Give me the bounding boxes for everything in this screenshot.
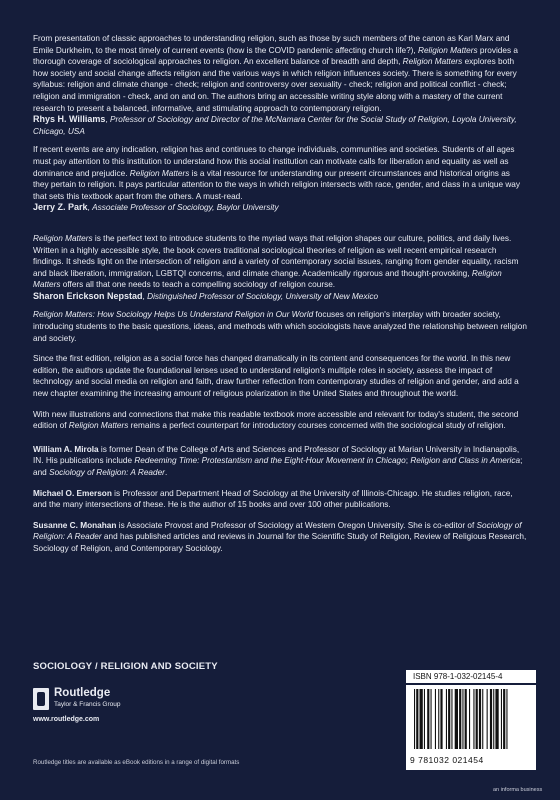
- author-bio: is Professor and Department Head of Sociology at the University of Illinois-Chicago. He studies religion, race, and the many intersections of these. He is the author of 15 books and over 100 other publications.: [33, 488, 513, 510]
- review-1-title: Professor of Sociology and Director of the McNamara Center for the Social Study of Religion, Loyola University, Chicago, USA: [33, 115, 517, 136]
- author-name: Susanne C. Monahan: [33, 520, 117, 530]
- review-1-attribution: Rhys H. Williams, Professor of Sociology and Director of the McNamara Center for the Social Study of Religion, Loyola University, Chicago, USA: [33, 114, 517, 136]
- author-bio-emerson: [33, 488, 527, 511]
- author-bio-mirola: William A. Mirola is former Dean of the College of Arts and Sciences and Professor of Sociology at Marian University in Indianapolis, IN. His publications include Redeeming Time: Protestantism and the Eight-Hour Movement in Chicago; Religion and Class in America; and Sociology of Religion: A Reader.: [33, 444, 523, 477]
- ebook-note: Routledge titles are available as eBook editions in a range of digital formats: [33, 759, 240, 766]
- barcode: [406, 685, 536, 770]
- subject-category: SOCIOLOGY / RELIGION AND SOCIETY: [33, 661, 218, 672]
- author-bio-monahan: Susanne C. Monahan is Associate Provost and Professor of Sociology at Western Oregon University. She is co-editor of Sociology of Religion: A Reader and has published articles and reviews in Journal for the Scientific Study of Religion, Review of Religious Research, Sociology of Religion, and Contemporary Sociology.: [33, 520, 527, 553]
- review-2-title: Associate Professor of Sociology, Baylor University: [92, 203, 279, 213]
- informa-tag: an informa business: [493, 787, 543, 793]
- author-name: William A. Mirola: [33, 444, 99, 454]
- review-3-title: Distinguished Professor of Sociology, University of New Mexico: [147, 291, 379, 301]
- author-name: Michael O. Emerson: [33, 488, 112, 498]
- barcode-number: 9 781032 021454: [410, 755, 484, 765]
- review-2-text: If recent events are any indication, religion has and continues to change individuals, communities and societies. Students of all ages must pay attention to this institution to understand how this social institution can motivate calls for liberation and equality as well as dominance and prejudice. Religion Matters is a vital resource for understanding our present circumstances and historical origins as they pertain to religion. It pays particular attention to the ways in which religion intersects with race, gender, and class in a unique way that sets this textbook apart from the others. A must-read.: [33, 145, 521, 201]
- review-2-attribution: Jerry Z. Park, Associate Professor of Sociology, Baylor University: [33, 202, 279, 213]
- publisher-name: Routledge: [54, 687, 111, 699]
- description-3: With new illustrations and connections that make this readable textbook more accessible and relevant for today's student, the second edition of Religion Matters remains a perfect counterpart for introductory courses concerned with the sociological study of religion.: [33, 409, 519, 431]
- barcode-bars-icon: [412, 689, 530, 753]
- review-1-text: From presentation of classic approaches to understanding religion, such as those by such members of the canon as Karl Marx and Emile Durkheim, to the most timely of current events (how is the COVID pandemic affecting church life?), Religion Matters provides a thorough coverage of sociological approaches to religion. An excellent balance of breadth and depth, Religion Matters explores both how society and social change affects religion and the various ways in which religion influences society. There is something for every syllabus: religion and climate change - check; religion and controversy over sexuality - check; religion and political conflict - check; religion and immigration - check, and on and on. The authors bring an accessible writing style along with a mastery of the current research to present a balanced, informative, and stimulating approach to contemporary religion.: [33, 34, 518, 113]
- publisher-logo: [33, 687, 193, 717]
- description-1: Religion Matters: How Sociology Helps Us Understand Religion in Our World focuses on religion's interplay with broader society, introducing students to the basic questions, ideas, and methods with which sociologists have analyzed the relationship between religion and society.: [33, 310, 527, 343]
- review-1-name: Rhys H. Williams: [33, 114, 106, 125]
- barcode-area: [406, 670, 536, 770]
- routledge-logo-icon: [33, 688, 49, 710]
- back-cover-text: [33, 33, 527, 564]
- description-2: Since the first edition, religion as a social force has changed dramatically in its content and consequences for the world. In this new edition, the authors update the foundational lenses used to understand religion's multiple roles in society, assess the impact of technology and social media on religion and faith, draw further reflection from contemporary studies of religion and gender, and add a new chapter examining the increasing amount of religious polarization in the United States and throughout the world.: [33, 354, 519, 399]
- review-3-name: Sharon Erickson Nepstad: [33, 290, 143, 301]
- review-2-name: Jerry Z. Park: [33, 202, 88, 213]
- review-3-attribution: Sharon Erickson Nepstad, Distinguished Professor of Sociology, University of New Mexico: [33, 290, 379, 301]
- publisher-url[interactable]: www.routledge.com: [33, 716, 100, 723]
- isbn-label: ISBN 978-1-032-02145-4: [406, 670, 536, 683]
- publisher-group: Taylor & Francis Group: [54, 701, 121, 708]
- review-3-text: Religion Matters is the perfect text to introduce students to the myriad ways that religion shapes our culture, politics, and daily lives. Written in a highly accessible style, the book covers traditional sociological theories of religion as well recent empirical research findings. It sheds light on the intersection of religion and a variety of contemporary social issues, ranging from gender equality, racism and black liberation, immigration, LGBTQI concerns, and climate change. Academically rigorous and thought-provoking, Religion Matters offers all that one needs to teach a compelling sociology of religion course.: [33, 233, 519, 290]
